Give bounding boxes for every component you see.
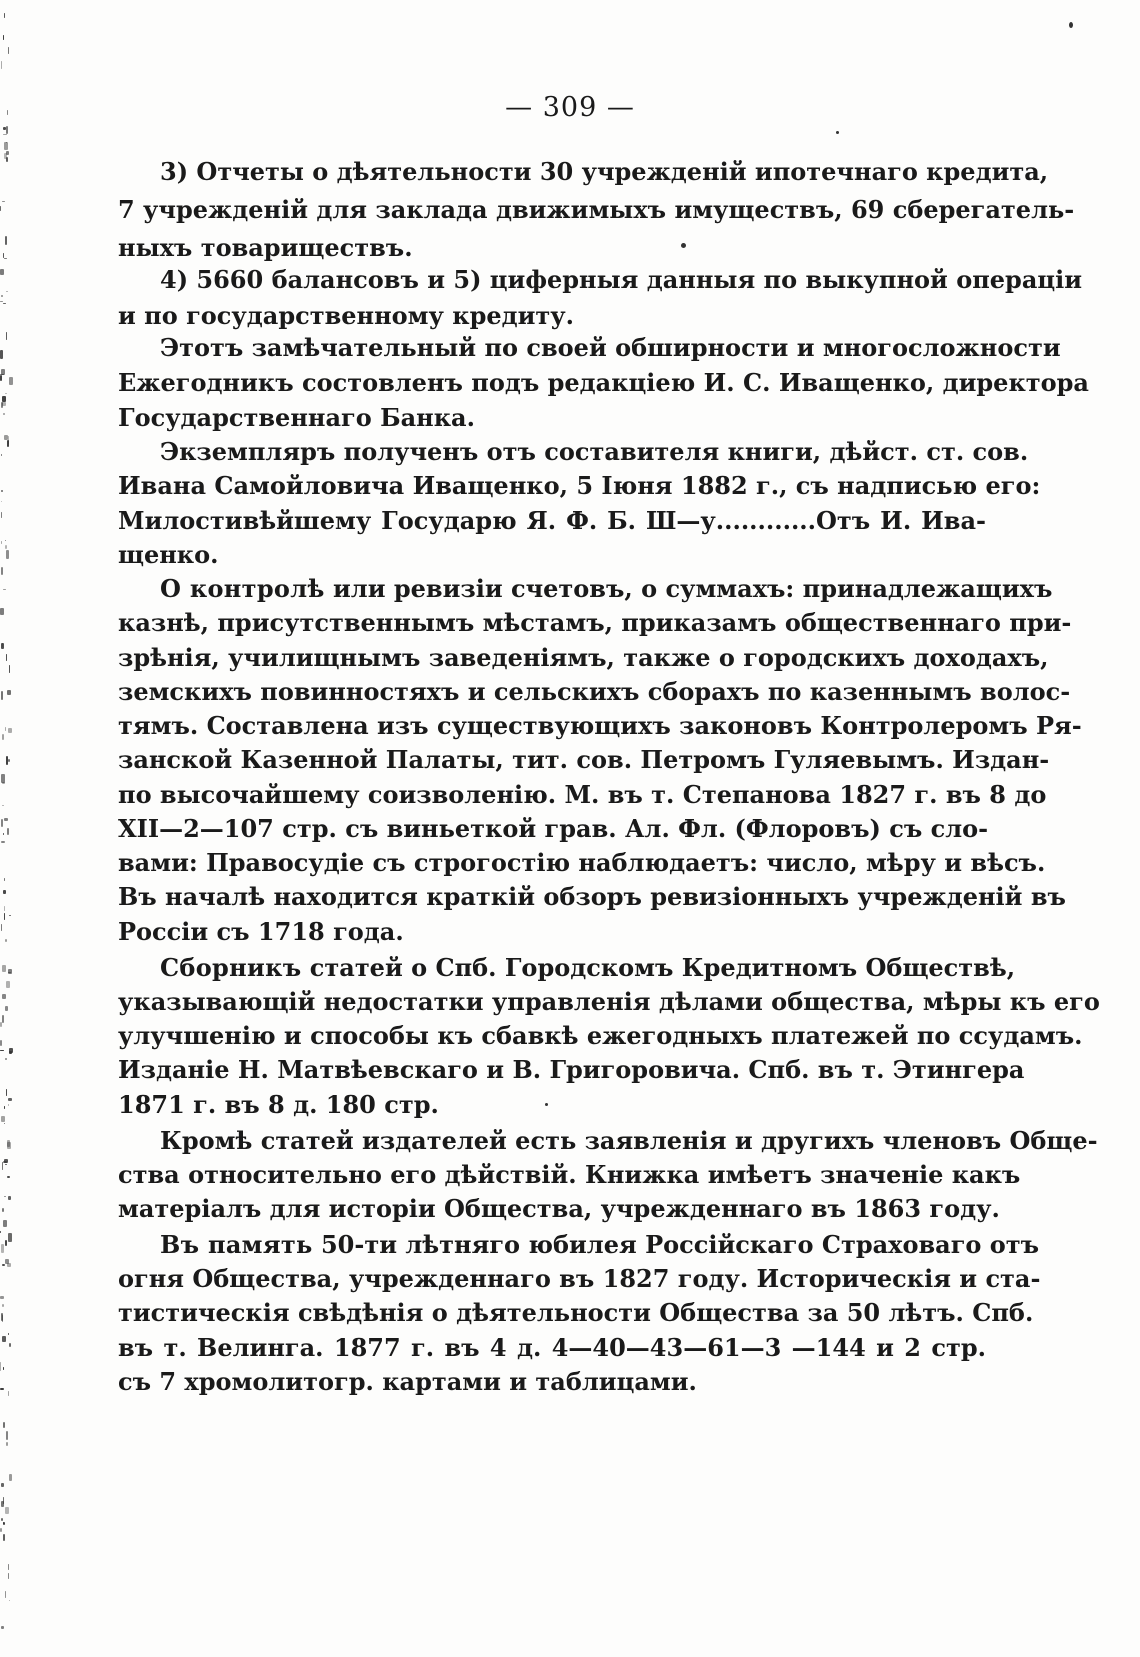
edge-speck <box>3 127 6 130</box>
edge-speck <box>2 1304 4 1307</box>
text-line: тистическія свѣдѣнія о дѣятельности Общества за 50 лѣтъ. Спб. <box>118 1298 1034 1327</box>
edge-speck <box>5 1259 9 1264</box>
text-line: ныхъ товариществъ. <box>118 233 413 262</box>
edge-speck <box>3 589 6 590</box>
edge-speck <box>5 1164 7 1165</box>
edge-speck <box>6 981 10 988</box>
edge-speck <box>0 1050 4 1051</box>
edge-speck <box>6 1089 7 1096</box>
text-line: Въ началѣ находится краткій обзоръ ревизіонныхъ учрежденій въ <box>118 882 1066 911</box>
text-line: Ежегодникъ состовленъ подъ редакціею И. С. Иващенко, директора <box>118 368 1089 397</box>
text-line: Россіи съ 1718 года. <box>118 917 404 946</box>
edge-speck <box>6 291 8 292</box>
edge-speck <box>1 490 3 492</box>
edge-speck <box>1 643 4 649</box>
edge-speck <box>8 969 12 974</box>
edge-speck <box>0 206 1 211</box>
edge-speck <box>3 35 4 40</box>
edge-speck <box>8 1098 12 1101</box>
text-line: 3) Отчеты о дѣятельности 30 учрежденій ипотечнаго кредита, <box>160 157 1049 186</box>
edge-speck <box>6 126 8 134</box>
text-line: 4) 5660 балансовъ и 5) циферныя данныя по выкупной операціи <box>160 265 1083 294</box>
edge-speck <box>4 1106 5 1109</box>
edge-speck <box>3 833 4 835</box>
edge-speck <box>2 402 6 406</box>
edge-speck <box>9 665 10 673</box>
edge-speck <box>3 890 6 894</box>
edge-speck <box>5 1591 6 1598</box>
edge-speck <box>0 301 3 302</box>
entry-title: Сборникъ <box>160 953 302 982</box>
edge-speck <box>3 1220 7 1227</box>
edge-speck <box>9 915 11 916</box>
edge-speck <box>8 436 9 444</box>
text-line: занской Казенной Палаты, тит. сов. Петромъ Гуляевымъ. Издан- <box>118 745 1050 774</box>
text-line-rest: 50-ти лѣтняго юбилея Россійскаго Страховаго отъ <box>312 1230 1040 1259</box>
text-line-rest: статей о Спб. Городскомъ Кредитномъ Обществѣ, <box>301 953 1016 982</box>
edge-speck <box>1 924 2 931</box>
edge-speck <box>4 913 5 920</box>
edge-speck <box>3 303 6 304</box>
text-line: Государственнаго Банка. <box>118 403 475 432</box>
text-line: Милостивѣйшему Государю Я. Ф. Б. Ш—у............Отъ И. Ива- <box>118 506 986 535</box>
text-line: съ 7 хромолитогр. картами и таблицами. <box>118 1367 697 1396</box>
text-line-rest: или ревизіи счетовъ, о суммахъ: принадлежащихъ <box>324 574 1053 603</box>
edge-speck <box>2 805 4 806</box>
edge-speck <box>3 134 7 135</box>
edge-speck <box>8 728 12 733</box>
edge-speck <box>5 1006 8 1011</box>
edge-speck <box>0 1296 4 1299</box>
text-line: вами: Правосудіе съ строгостію наблюдаетъ: число, мѣру и вѣсъ. <box>118 848 1046 877</box>
edge-speck <box>1 1483 4 1487</box>
text-line-with-lead <box>160 1230 1040 1268</box>
edge-speck <box>1 691 3 700</box>
edge-speck <box>4 878 5 881</box>
edge-speck <box>1 1116 5 1122</box>
edge-speck <box>0 269 4 275</box>
edge-speck <box>8 1333 9 1335</box>
text-line: тямъ. Составлена изъ существующихъ законовъ Контролеромъ Ря- <box>118 711 1082 740</box>
edge-speck <box>5 236 7 245</box>
edge-speck <box>1 295 3 297</box>
text-line: земскихъ повинностяхъ и сельскихъ сборахъ по казеннымъ волос- <box>118 677 1071 706</box>
edge-speck <box>1 1626 4 1629</box>
edge-speck <box>1 1501 4 1507</box>
edge-speck <box>4 818 8 821</box>
entry-title: О контролѣ <box>160 574 325 603</box>
text-line: указывающій недостатки управленія дѣлами общества, мѣры къ его <box>118 987 1100 1016</box>
edge-speck <box>5 1507 9 1514</box>
edge-speck <box>4 142 8 150</box>
scan-speck <box>681 243 686 248</box>
text-line: матеріалъ для исторіи Общества, учрежденнаго въ 1863 году. <box>118 1194 1000 1223</box>
edge-speck <box>8 1391 9 1396</box>
text-line: Кромѣ статей издателей есть заявленія и другихъ членовъ Обще- <box>160 1126 1098 1155</box>
edge-speck <box>3 1522 5 1525</box>
edge-speck <box>1 61 2 69</box>
text-line: въ т. Велинга. 1877 г. въ 4 д. 4—40—43—61—3 —144 и 2 стр. <box>118 1333 986 1362</box>
text-line: Этотъ замѣчательный по своей обширности и многосложности <box>160 333 1061 362</box>
edge-speck <box>2 1015 4 1023</box>
edge-speck <box>1 541 2 544</box>
edge-speck <box>1 774 5 783</box>
edge-speck <box>8 47 9 54</box>
edge-speck <box>1 841 5 843</box>
edge-speck <box>3 1534 5 1541</box>
edge-speck <box>2 1315 3 1322</box>
edge-speck <box>7 828 9 835</box>
text-line: ства относительно его дѣйствій. Книжка имѣетъ значеніе какъ <box>118 1160 1021 1189</box>
edge-speck <box>1 819 3 827</box>
edge-speck <box>9 1343 11 1347</box>
edge-speck <box>9 1051 12 1054</box>
edge-speck <box>9 377 13 385</box>
edge-speck <box>5 1058 7 1060</box>
page-number: — 309 — <box>505 92 635 123</box>
text-line: щенко. <box>118 540 219 569</box>
edge-speck <box>6 550 9 559</box>
edge-speck <box>8 1196 11 1200</box>
edge-speck <box>6 1442 8 1446</box>
edge-speck <box>3 413 5 415</box>
edge-speck <box>4 1123 5 1124</box>
edge-speck <box>4 13 5 18</box>
edge-speck <box>3 1422 5 1428</box>
edge-speck <box>0 608 4 615</box>
edge-speck <box>2 994 6 999</box>
edge-speck <box>2 734 4 740</box>
edge-speck <box>2 1208 4 1212</box>
edge-speck <box>6 157 8 162</box>
edge-speck <box>1 454 2 456</box>
text-line: зрѣнія, училищнымъ заведеніямъ, также о городскихъ доходахъ, <box>118 643 1049 672</box>
edge-speck <box>4 258 7 259</box>
text-line: казнѣ, присутственнымъ мѣстамъ, приказамъ общественнаго при- <box>118 608 1072 637</box>
edge-speck <box>2 965 6 972</box>
scan-speck <box>836 131 839 134</box>
scan-edge-speckle <box>0 0 14 1657</box>
edge-speck <box>0 350 3 359</box>
entry-title: Въ память <box>160 1230 313 1259</box>
edge-speck <box>0 1388 4 1390</box>
edge-speck <box>0 1231 1 1233</box>
edge-speck <box>2 1336 6 1342</box>
edge-speck <box>6 151 9 155</box>
text-line: Ивана Самойловича Иващенко, 5 Іюня 1882 г., съ надписью его: <box>118 471 1041 500</box>
edge-speck <box>5 727 6 731</box>
edge-speck <box>2 396 6 402</box>
edge-speck <box>8 1233 12 1242</box>
edge-speck <box>5 1240 7 1246</box>
edge-speck <box>5 545 7 549</box>
text-line-with-lead <box>160 953 1016 991</box>
edge-speck <box>1 1518 3 1521</box>
edge-speck <box>7 1176 10 1178</box>
edge-speck <box>0 1040 2 1046</box>
edge-speck <box>8 1104 9 1106</box>
text-line: 7 учрежденій для заклада движимыхъ имуществъ, 69 сберегатель- <box>118 195 1075 224</box>
edge-speck <box>4 906 5 911</box>
edge-speck <box>5 540 6 541</box>
edge-speck <box>3 1161 7 1163</box>
edge-speck <box>8 759 10 762</box>
edge-speck <box>5 939 7 942</box>
edge-speck <box>5 393 7 394</box>
text-line: и по государственному кредиту. <box>118 301 575 330</box>
text-line: 1871 г. въ 8 д. 180 стр. <box>118 1090 439 1119</box>
edge-speck <box>2 1264 5 1266</box>
edge-speck <box>3 1367 4 1370</box>
text-line: XII—2—107 стр. съ виньеткой грав. Ал. Фл. (Флоровъ) съ сло- <box>118 814 989 843</box>
text-line-with-lead <box>160 574 1053 612</box>
scan-speck <box>545 1103 548 1106</box>
edge-speck <box>6 654 7 661</box>
text-line: улучшенію и способы къ сбавкѣ ежегодныхъ платежей по ссудамъ. <box>118 1021 1083 1050</box>
edge-speck <box>2 201 5 202</box>
edge-speck <box>8 1573 9 1579</box>
edge-speck <box>7 690 11 695</box>
edge-speck <box>9 1474 12 1481</box>
edge-speck <box>4 1196 6 1197</box>
edge-speck <box>0 1362 1 1371</box>
edge-speck <box>1 512 2 518</box>
text-line: по высочайшему соизволенію. М. въ т. Степанова 1827 г. въ 8 до <box>118 780 1047 809</box>
text-line: Экземпляръ полученъ отъ составителя книги, дѣйст. ст. сов. <box>160 437 1029 466</box>
edge-speck <box>9 1600 10 1601</box>
text-line: огня Общества, учрежденнаго въ 1827 году. Историческія и ста- <box>118 1264 1041 1293</box>
edge-speck <box>7 1140 10 1147</box>
edge-speck <box>1 501 2 502</box>
edge-speck <box>2 1162 3 1170</box>
edge-speck <box>6 332 7 340</box>
scan-speck <box>1069 22 1073 28</box>
edge-speck <box>0 375 2 381</box>
edge-speck <box>1 1244 4 1253</box>
edge-speck <box>8 1564 9 1570</box>
edge-speck <box>1 567 3 575</box>
text-line: Изданіе Н. Матвѣевскаго и В. Григоровича. Спб. въ т. Этингера <box>118 1055 1025 1084</box>
edge-speck <box>6 1431 8 1440</box>
edge-speck <box>0 1528 2 1532</box>
